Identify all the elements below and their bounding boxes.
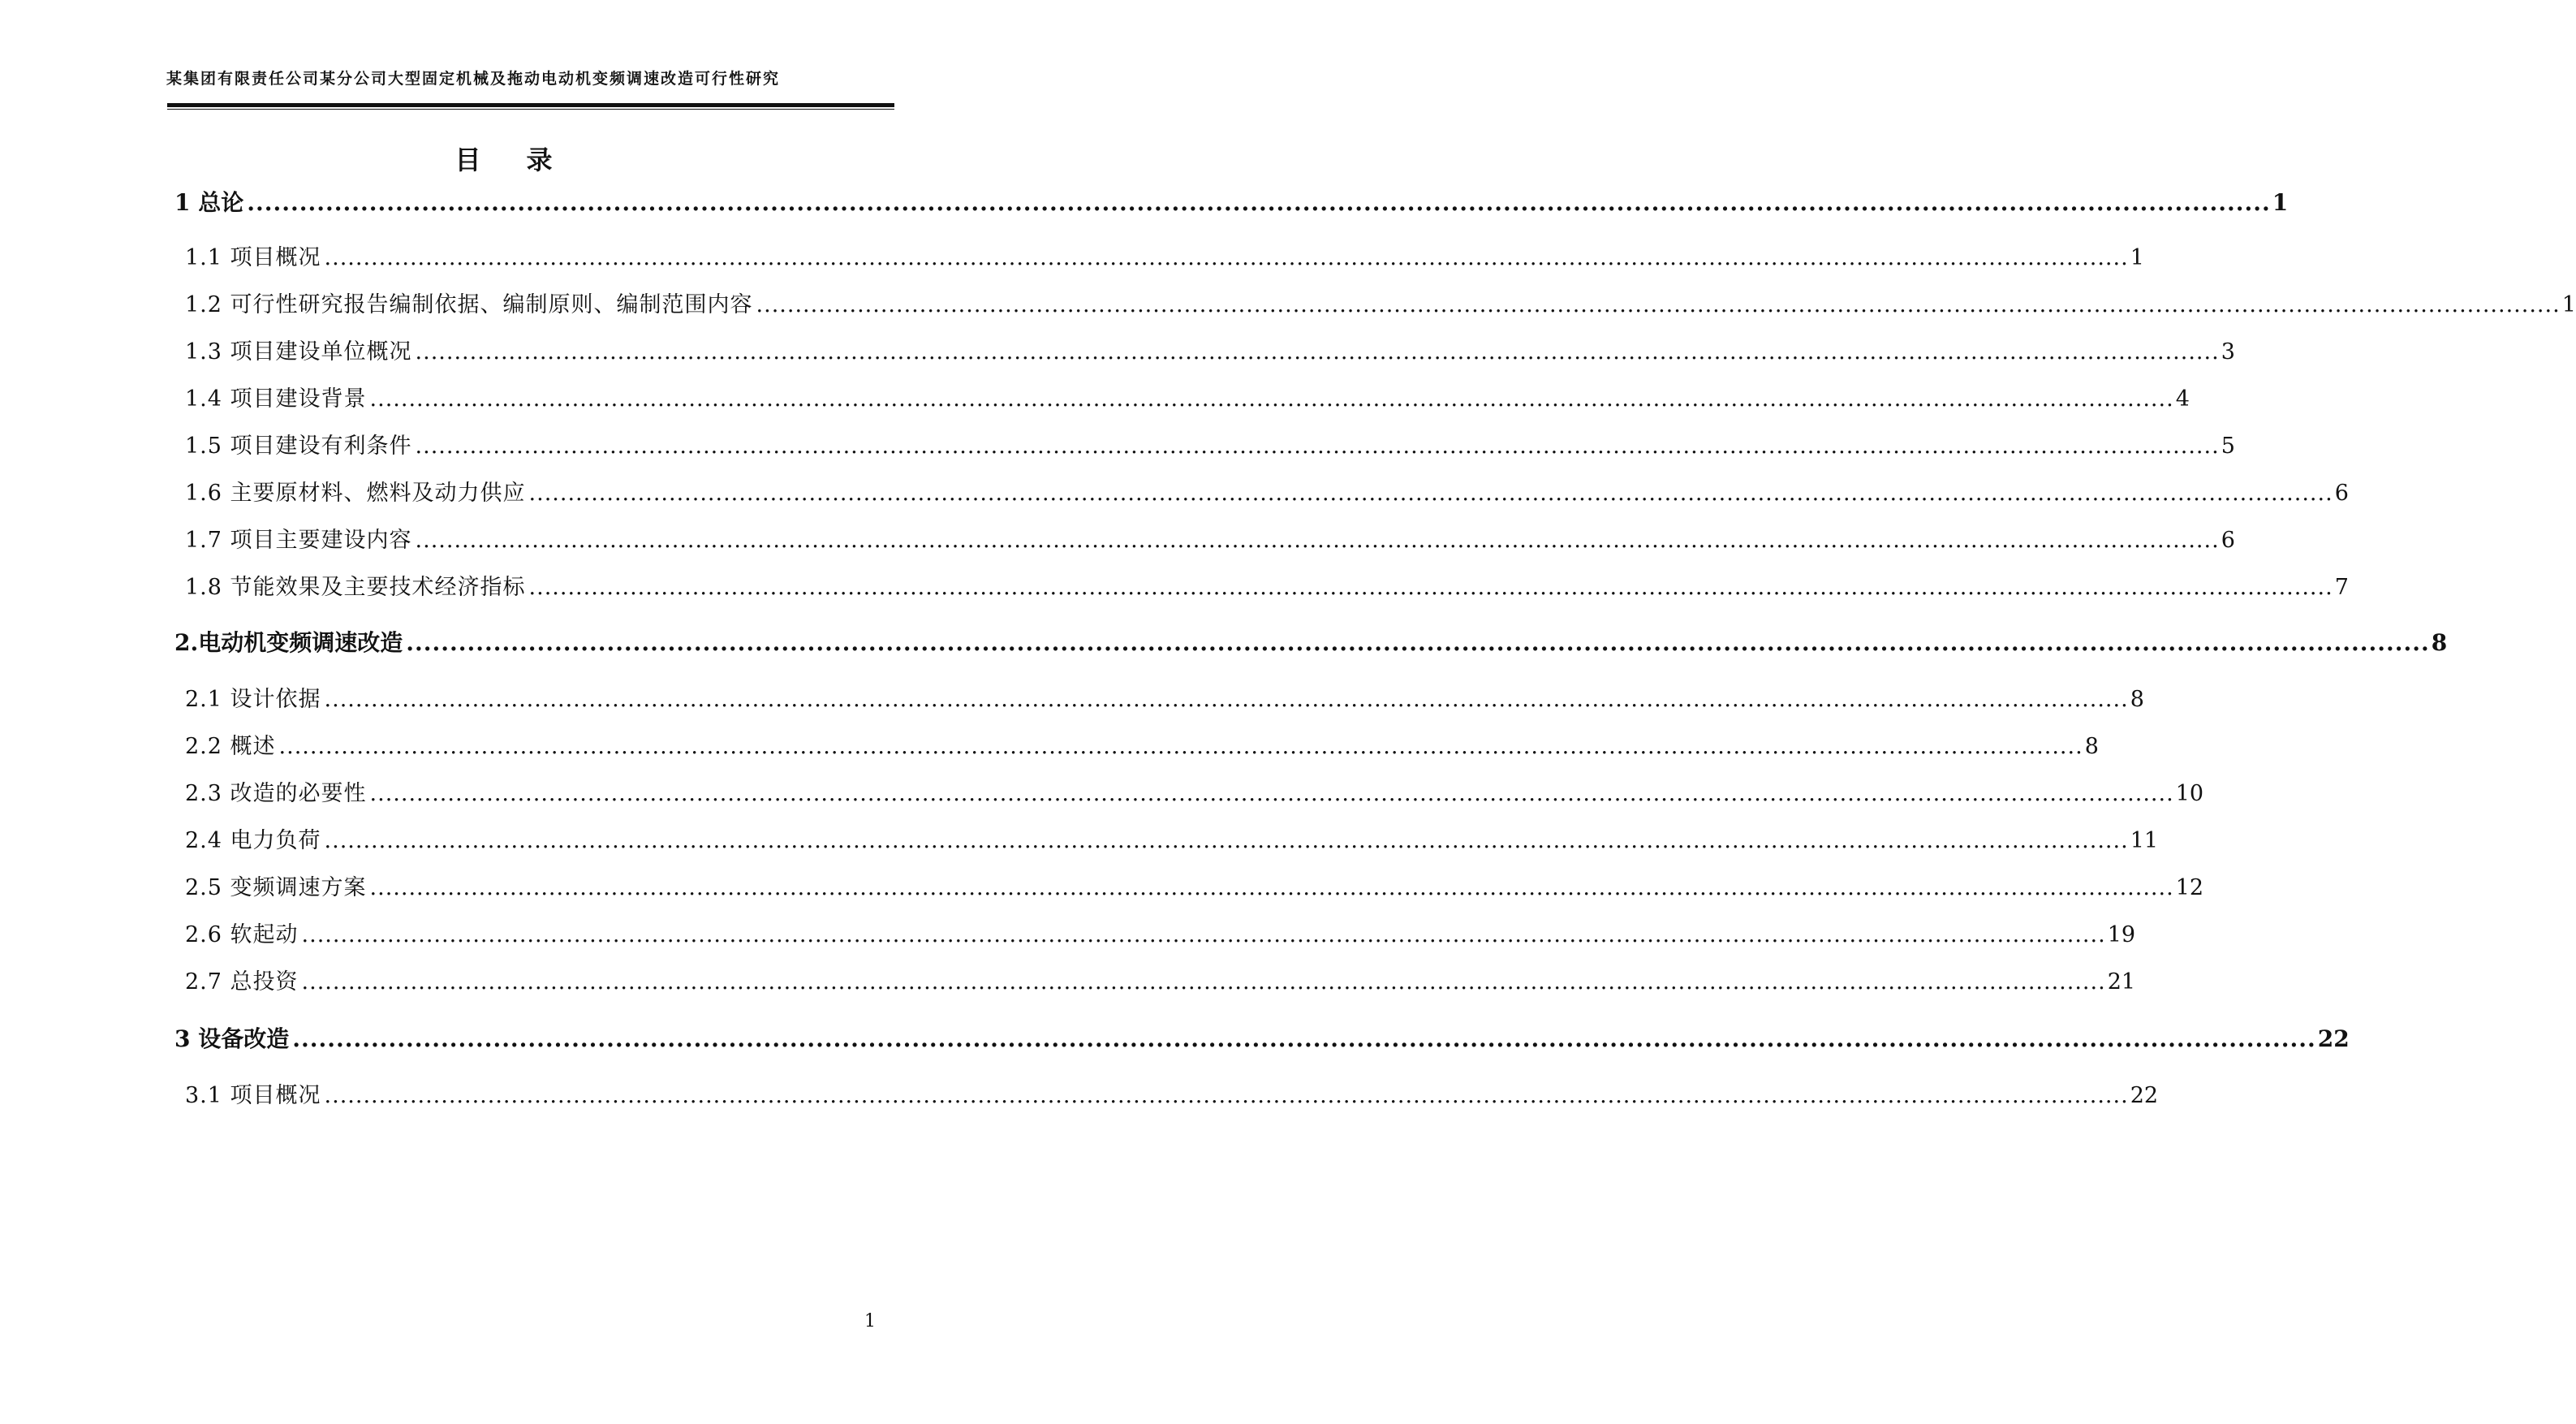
toc-dot-leader: ........................................................................................................................................................................................................................................ xyxy=(301,969,2106,995)
toc-entry-label: 1.3 项目建设单位概况 xyxy=(185,339,412,365)
toc-entry-page: 19 xyxy=(2107,922,2136,947)
toc-entry-label: 2.6 软起动 xyxy=(185,922,299,947)
toc-entry-page: 6 xyxy=(2334,481,2349,506)
toc-entry-page: 8 xyxy=(2130,687,2144,712)
toc-entry-1-3[interactable] xyxy=(185,334,2235,365)
toc-entry-page: 4 xyxy=(2175,386,2190,412)
toc-entry-page: 1 xyxy=(2272,189,2289,216)
toc-entry-page: 21 xyxy=(2107,969,2136,995)
toc-entry-label: 3 设备改造 xyxy=(174,1025,290,1052)
toc-dot-leader: ........................................................................................................................................................................................................................................ xyxy=(292,1025,2316,1052)
toc-entry-1-6[interactable] xyxy=(185,475,2349,507)
toc-entry-page: 10 xyxy=(2175,781,2204,806)
toc-entry-label: 3.1 项目概况 xyxy=(185,1083,321,1108)
toc-entry-label: 1.4 项目建设背景 xyxy=(185,386,367,412)
toc-entry-label: 1.2 可行性研究报告编制依据、编制原则、编制范围内容 xyxy=(185,292,753,317)
toc-entry-page: 22 xyxy=(2317,1025,2350,1052)
toc-dot-leader: ........................................................................................................................................................................................................................................ xyxy=(528,575,2333,600)
toc-entry-label: 2.3 改造的必要性 xyxy=(185,781,367,806)
toc-dot-leader: ........................................................................................................................................................................................................................................ xyxy=(528,481,2333,506)
toc-title: 目录 xyxy=(454,145,598,175)
toc-entry-page: 12 xyxy=(2175,875,2204,900)
toc-dot-leader: ........................................................................................................................................................................................................................................ xyxy=(415,339,2220,365)
toc-entry-label: 1.8 节能效果及主要技术经济指标 xyxy=(185,575,526,600)
toc-dot-leader: ........................................................................................................................................................................................................................................ xyxy=(415,434,2220,459)
toc-entry-page: 6 xyxy=(2221,528,2235,553)
toc-dot-leader: ........................................................................................................................................................................................................................................ xyxy=(324,1083,2129,1108)
toc-dot-leader: ........................................................................................................................................................................................................................................ xyxy=(324,687,2129,712)
toc-entry-chapter-3[interactable] xyxy=(174,1021,2350,1054)
toc-entry-1-5[interactable] xyxy=(185,428,2235,460)
toc-entry-chapter-1[interactable] xyxy=(174,185,2289,218)
toc-entry-page: 5 xyxy=(2221,434,2235,459)
toc-entry-label: 1 总论 xyxy=(174,189,244,216)
toc-dot-leader: ........................................................................................................................................................................................................................................ xyxy=(324,245,2129,270)
toc-dot-leader: ........................................................................................................................................................................................................................................ xyxy=(324,828,2129,853)
toc-entry-3-1[interactable] xyxy=(185,1077,2159,1109)
toc-dot-leader: ........................................................................................................................................................................................................................................ xyxy=(369,875,2174,900)
toc-entry-label: 1.5 项目建设有利条件 xyxy=(185,434,412,459)
toc-entry-2-7[interactable] xyxy=(185,964,2136,995)
toc-entry-2-4[interactable] xyxy=(185,822,2159,854)
toc-entry-2-5[interactable] xyxy=(185,870,2204,901)
toc-entry-label: 2.电动机变频调速改造 xyxy=(174,629,403,656)
toc-entry-label: 2.7 总投资 xyxy=(185,969,299,995)
toc-dot-leader: ........................................................................................................................................................................................................................................ xyxy=(278,734,2083,759)
toc-entry-2-1[interactable] xyxy=(185,681,2144,713)
header-rule-thick xyxy=(167,103,894,107)
toc-entry-label: 1.6 主要原材料、燃料及动力供应 xyxy=(185,481,526,506)
toc-dot-leader: ........................................................................................................................................................................................................................................ xyxy=(756,292,2561,317)
toc-entry-2-2[interactable] xyxy=(185,728,2099,760)
toc-entry-page: 3 xyxy=(2221,339,2235,365)
toc-entry-label: 2.2 概述 xyxy=(185,734,276,759)
toc-dot-leader: ........................................................................................................................................................................................................................................ xyxy=(369,386,2174,412)
toc-entry-page: 22 xyxy=(2130,1083,2159,1108)
toc-dot-leader: ........................................................................................................................................................................................................................................ xyxy=(406,629,2430,656)
header-rule-thin xyxy=(167,109,894,110)
toc-entry-page: 8 xyxy=(2084,734,2099,759)
toc-entry-1-7[interactable] xyxy=(185,522,2235,554)
toc-entry-1-2[interactable] xyxy=(185,287,2576,318)
toc-entry-label: 1.1 项目概况 xyxy=(185,245,321,270)
toc-entry-1-8[interactable] xyxy=(185,569,2349,601)
toc-dot-leader: ........................................................................................................................................................................................................................................ xyxy=(369,781,2174,806)
toc-entry-label: 1.7 项目主要建设内容 xyxy=(185,528,412,553)
toc-entry-page: 8 xyxy=(2431,629,2448,656)
document-running-header: 某集团有限责任公司某分公司大型固定机械及拖动电动机变频调速改造可行性研究 xyxy=(166,70,781,88)
toc-entry-1-1[interactable] xyxy=(185,239,2144,271)
page-number: 1 xyxy=(864,1311,876,1331)
toc-entry-1-4[interactable] xyxy=(185,381,2190,412)
toc-entry-chapter-2[interactable] xyxy=(174,625,2448,658)
toc-entry-label: 2.1 设计依据 xyxy=(185,687,321,712)
toc-entry-2-3[interactable] xyxy=(185,775,2204,807)
toc-entry-2-6[interactable] xyxy=(185,917,2136,948)
toc-dot-leader: ........................................................................................................................................................................................................................................ xyxy=(301,922,2106,947)
toc-entry-page: 7 xyxy=(2334,575,2349,600)
toc-entry-page: 1 xyxy=(2130,245,2144,270)
toc-dot-leader: ........................................................................................................................................................................................................................................ xyxy=(247,189,2271,216)
toc-entry-page: 1 xyxy=(2561,292,2576,317)
toc-entry-label: 2.5 变频调速方案 xyxy=(185,875,367,900)
toc-entry-page: 11 xyxy=(2130,828,2159,853)
toc-entry-label: 2.4 电力负荷 xyxy=(185,828,321,853)
toc-dot-leader: ........................................................................................................................................................................................................................................ xyxy=(415,528,2220,553)
